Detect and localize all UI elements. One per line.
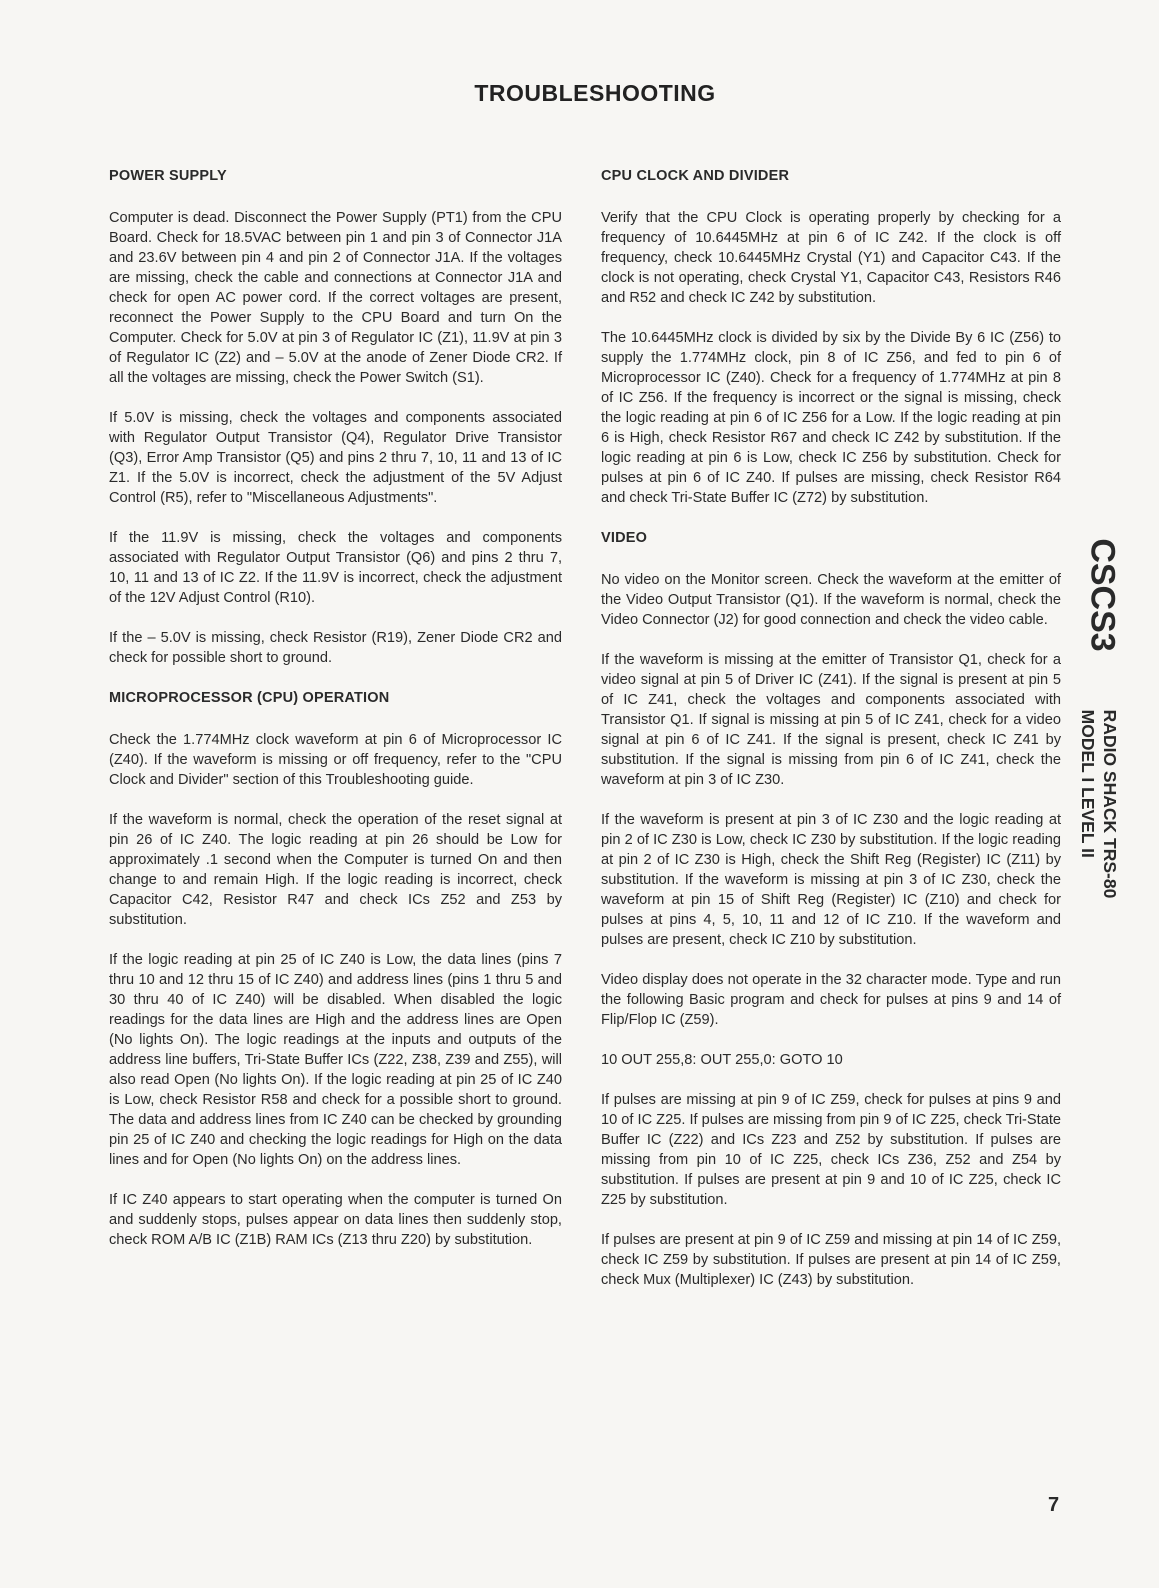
video-heading: VIDEO [601,530,648,546]
cpu-operation-paragraph: If the logic reading at pin 25 of IC Z40 is Low, the data lines (pins 7 thru 10 and 12 thru 15 of IC Z40) and address lines (pins 1 thru 5 and 30 thru 40 of IC Z40) will be disabled. When disabled the logic readings for the data lines are High and the address lines are Open (No lights On). The logic readings at the inputs and outputs of the address line buffers, Tri-State Buffer ICs (Z22, Z38, Z39 and Z55), will also read Open (No lights On). If the logic reading at pin 25 of IC Z40 is Low, check Resistor R58 and check for a possible short to ground. The data and address lines from IC Z40 can be checked by grounding pin 25 of IC Z40 and checking the logic readings for High on the data lines and for Open (No lights On) on the address lines. [109,952,562,1168]
side-label-radio-shack: RADIO SHACK TRS-80 [1100,709,1120,899]
power-supply-paragraph: Computer is dead. Disconnect the Power Supply (PT1) from the CPU Board. Check for 18.5VAC between pin 1 and pin 3 of Connector J1A and 23.6V between pin 4 and pin 2 of Connector J1A. If the voltages are missing, check the cable and connections at Connector J1A and check for open AC power cord. If the correct voltages are present, reconnect the Power Supply to the CPU Board and turn On the Computer. Check for 5.0V at pin 3 of Regulator IC (Z1), 11.9V at pin 3 of Regulator IC (Z2) and – 5.0V at the anode of Zener Diode CR2. If all the voltages are missing, check the Power Switch (S1). [109,210,562,386]
cpu-operation-paragraph: If IC Z40 appears to start operating when the computer is turned On and suddenly stops, pulses appear on data lines then suddenly stop, check ROM A/B IC (Z1B) RAM ICs (Z13 thru Z20) by substitution. [109,1192,562,1248]
side-label-model [1064,694,1134,914]
basic-program-line: 10 OUT 255,8: OUT 255,0: GOTO 10 [601,1052,843,1068]
video-paragraph: If pulses are present at pin 9 of IC Z59 and missing at pin 14 of IC Z59, check IC Z59 by substitution. If pulses are present at pin 14 of IC Z59, check Mux (Multiplexer) IC (Z43) by substitution. [601,1232,1061,1288]
side-label-cscs3-text: CSCS3 [1083,538,1122,652]
right-column [601,166,1061,1310]
cpu-clock-paragraph: Verify that the CPU Clock is operating properly by checking for a frequency of 10.6445MHz at pin 6 of IC Z42. If the clock is off frequency, check 10.6445MHz Crystal (Y1) and Capacitor C43. If the clock is not operating, check Crystal Y1, Capacitor C43, Resistors R46 and R52 and check IC Z42 by substitution. [601,210,1061,306]
cpu-operation-paragraph: Check the 1.774MHz clock waveform at pin 6 of Microprocessor IC (Z40). If the waveform is missing or off frequency, refer to the "CPU Clock and Divider" section of this Troubleshooting guide. [109,732,562,788]
power-supply-paragraph: If the 11.9V is missing, check the voltages and components associated with Regulator Output Transistor (Q6) and pins 2 thru 7, 10, 11 and 13 of IC Z2. If the 11.9V is incorrect, check the adjustment of the 12V Adjust Control (R10). [109,530,562,606]
cpu-clock-heading: CPU CLOCK AND DIVIDER [601,168,790,184]
page-number: 7 [1048,1494,1060,1516]
page-title: TROUBLESHOOTING [474,80,716,106]
left-column [109,166,562,1270]
cpu-clock-paragraph: The 10.6445MHz clock is divided by six by the Divide By 6 IC (Z56) to supply the 1.774MHz clock, pin 8 of IC Z56, and fed to pin 6 of Microprocessor IC (Z40). Check for a frequency of 1.774MHz at pin 8 of IC Z56. If the frequency is incorrect or the signal is missing, check the logic reading at pin 6 of IC Z56 for a Low. If the logic reading at pin 6 is High, check Resistor R67 and check IC Z42 by substitution. If the logic reading at pin 6 is Low, check IC Z56 by substitution. Check for pulses at pin 6 of IC Z40. If pulses are missing, check Resistor R64 and check Tri-State Buffer IC (Z72) by substitution. [601,330,1061,506]
side-label-model-level: MODEL I LEVEL II [1078,709,1098,858]
power-supply-paragraph: If the – 5.0V is missing, check Resistor (R19), Zener Diode CR2 and check for possible short to ground. [109,630,562,666]
power-supply-paragraph: If 5.0V is missing, check the voltages and components associated with Regulator Output Transistor (Q4), Regulator Drive Transistor (Q3), Error Amp Transistor (Q5) and pins 2 thru 7, 10, 11 and 13 of IC Z1. If the 5.0V is incorrect, check the adjustment of the 5V Adjust Control (R5), refer to "Miscellaneous Adjustments". [109,410,562,506]
power-supply-heading: POWER SUPPLY [109,168,227,184]
cpu-operation-paragraph: If the waveform is normal, check the operation of the reset signal at pin 26 of IC Z40. The logic reading at pin 26 should be Low for approximately .1 second when the Computer is turned On and then change to and remain High. If the logic reading is incorrect, check Capacitor C42, Resistor R47 and check ICs Z52 and Z53 by substitution. [109,812,562,928]
cpu-operation-heading: MICROPROCESSOR (CPU) OPERATION [109,690,390,706]
video-paragraph: If the waveform is missing at the emitter of Transistor Q1, check for a video signal at pin 5 of Driver IC (Z41). If the signal is present at pin 5 of IC Z41, check the voltages and components associated with Transistor Q1. If signal is missing at pin 5 of IC Z41, check for a video signal at pin 6 of IC Z41. If the signal is present, check IC Z41 by substitution. If the signal is missing from pin 6 of IC Z41, check the waveform at pin 3 of IC Z30. [601,652,1061,788]
video-paragraph: Video display does not operate in the 32 character mode. Type and run the following Basic program and check for pulses at pins 9 and 14 of Flip/Flop IC (Z59). [601,972,1061,1028]
video-paragraph: No video on the Monitor screen. Check the waveform at the emitter of the Video Output Transistor (Q1). If the waveform is normal, check the Video Connector (J2) for good connection and check the video cable. [601,572,1061,628]
side-label-model-text [1077,710,1121,899]
side-label-cscs3 [1072,530,1132,660]
video-paragraph: If the waveform is present at pin 3 of IC Z30 and the logic reading at pin 2 of IC Z30 is Low, check IC Z30 by substitution. If the logic reading at pin 2 of IC Z30 is High, check the Shift Reg (Register) IC (Z11) by substitution. If the waveform is missing at pin 3 of IC Z30, check the waveform at pin 15 of Shift Reg (Register) IC (Z10) and check for pulses at pins 4, 5, 10, 11 and 12 of IC Z10. If the waveform and pulses are present, check IC Z10 by substitution. [601,812,1061,948]
video-paragraph: If pulses are missing at pin 9 of IC Z59, check for pulses at pins 9 and 10 of IC Z25. If pulses are missing from pin 9 of IC Z25, check Tri-State Buffer IC (Z22) and ICs Z23 and Z52 by substitution. If pulses are missing from pin 10 of IC Z25, check ICs Z36, Z52 and Z54 by substitution. If pulses are present at pin 9 and 10 of IC Z25, check IC Z25 by substitution. [601,1092,1061,1208]
